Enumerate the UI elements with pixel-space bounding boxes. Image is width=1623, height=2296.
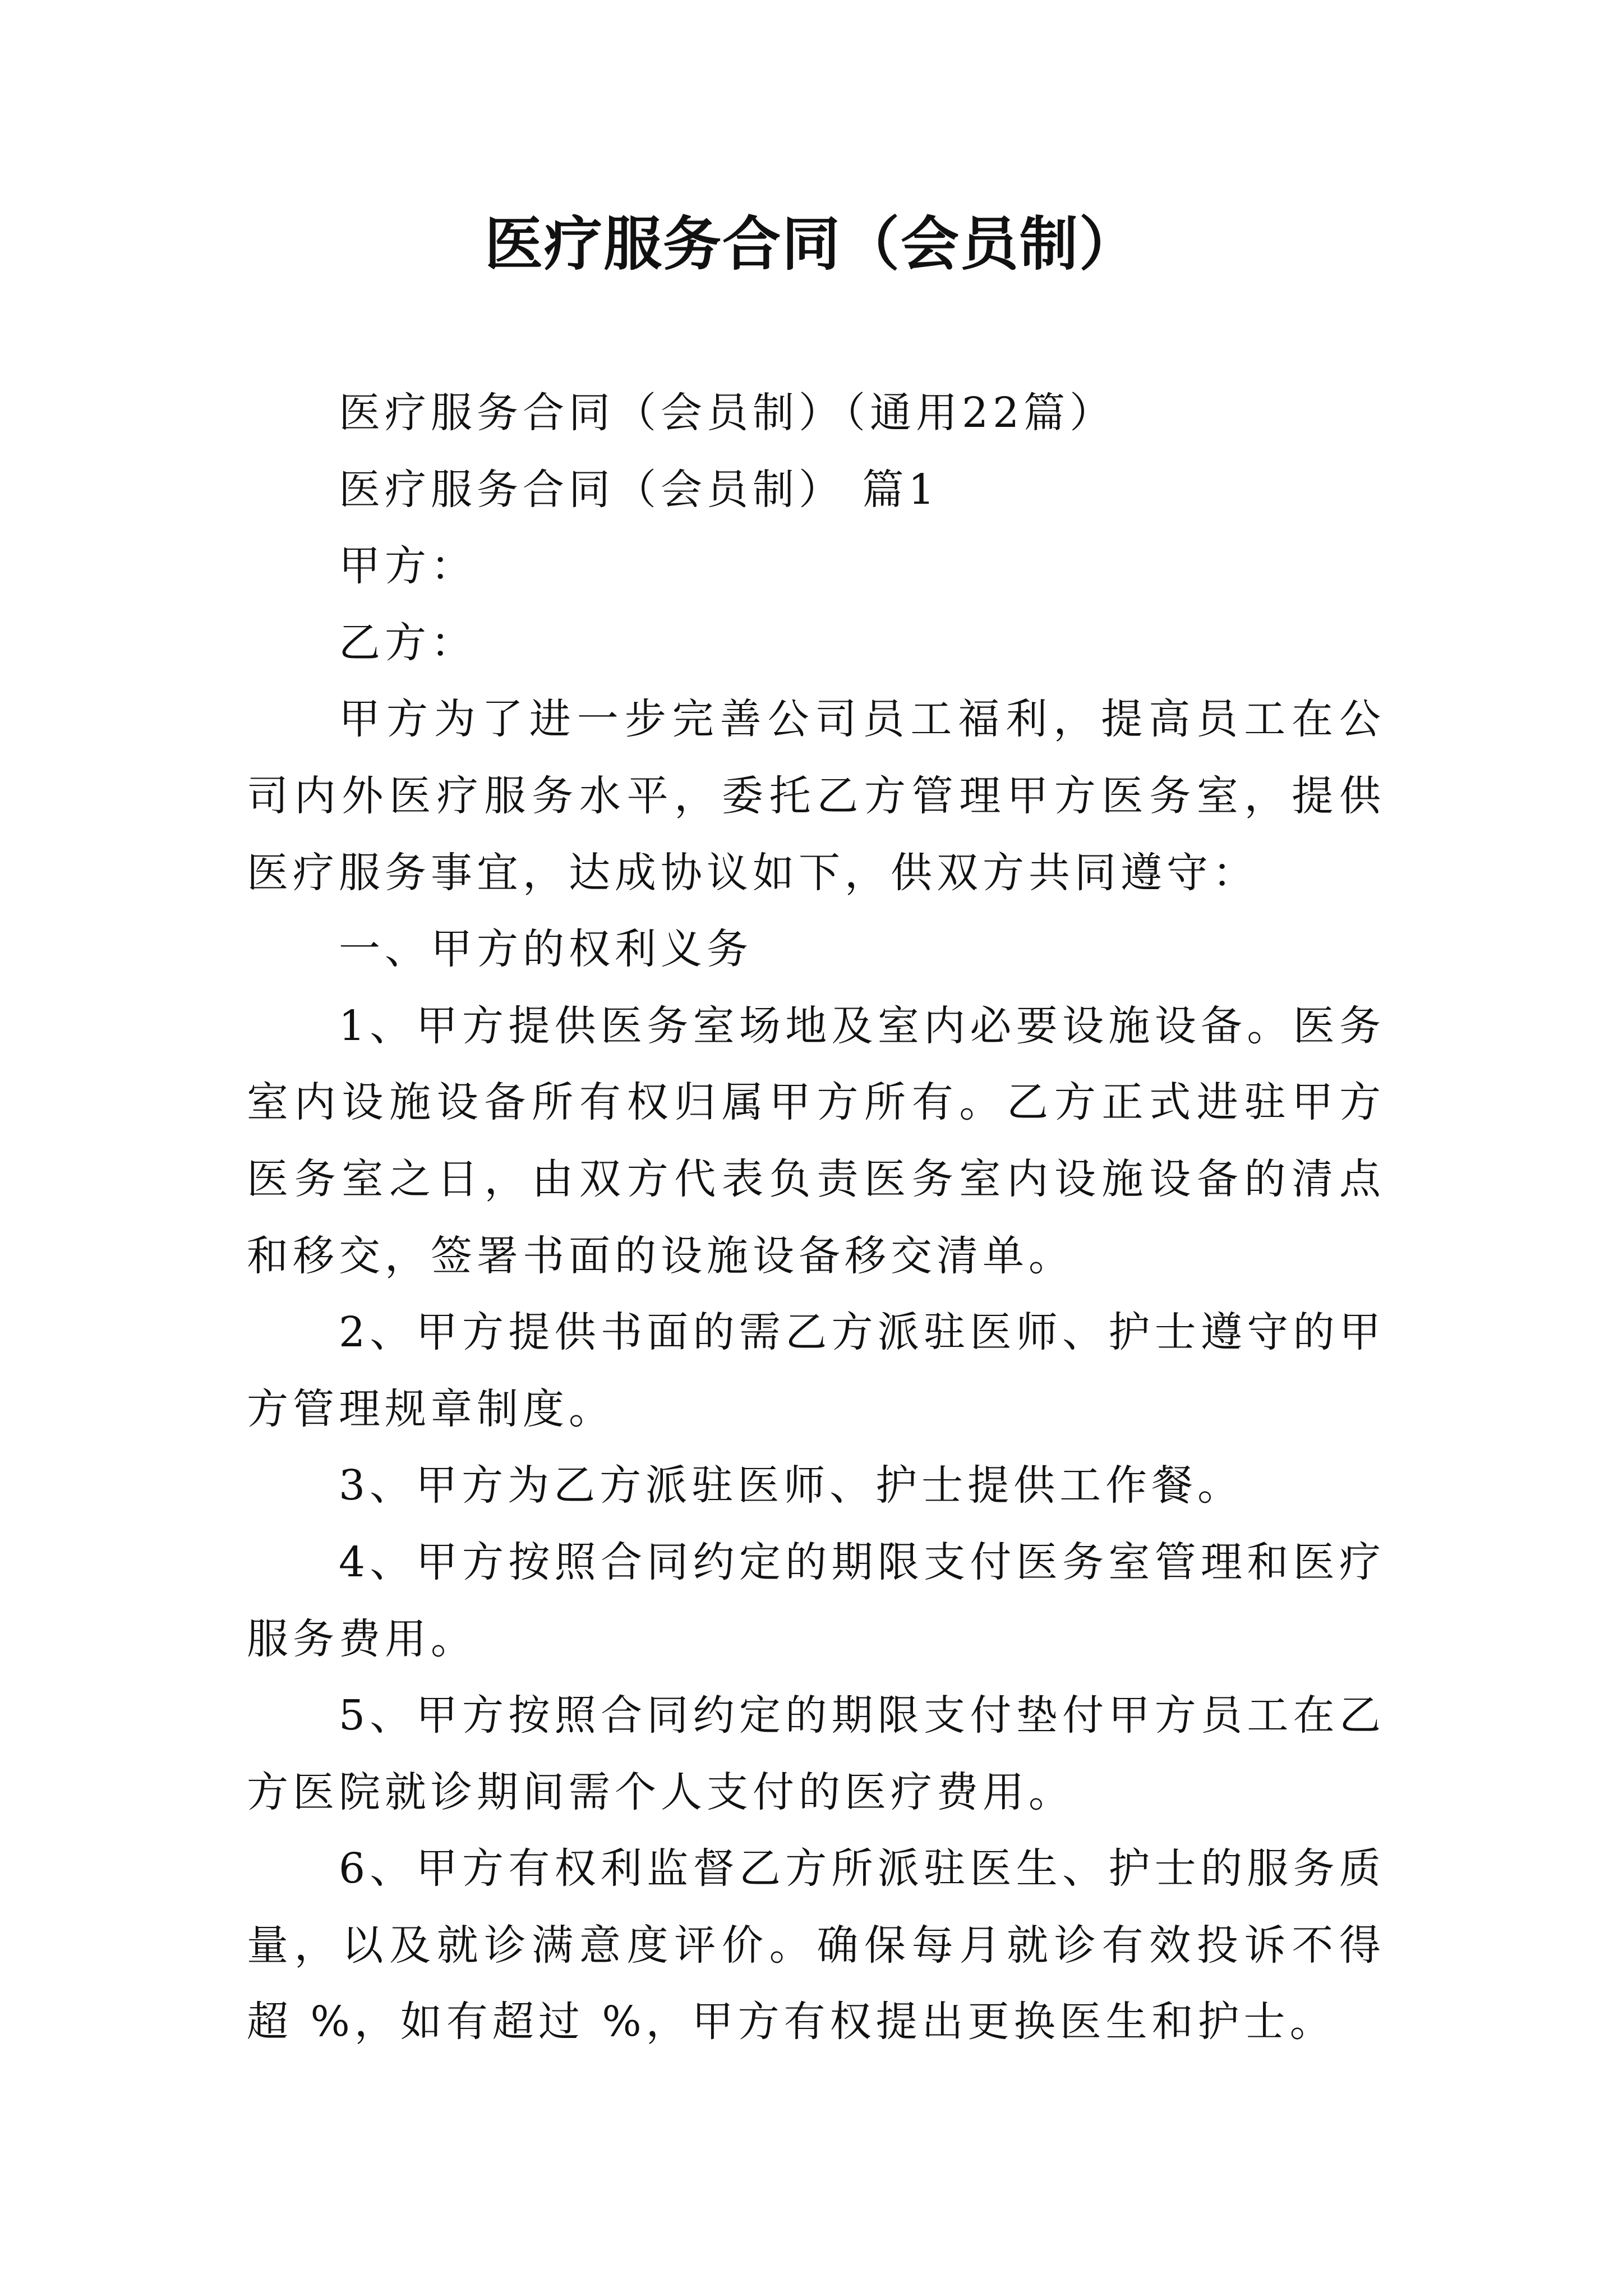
document-body bbox=[247, 375, 1385, 2060]
clause-item: 3、甲方为乙方派驻医师、护士提供工作餐。 bbox=[339, 1461, 1244, 1510]
party-a-line: 甲方： bbox=[339, 542, 477, 591]
section-heading: 医疗服务合同（会员制） 篇1 bbox=[339, 465, 939, 514]
clause-item: 4、甲方按照合同约定的期限支付医务室管理和医疗服务费用。 bbox=[247, 1538, 1385, 1663]
subtitle-line: 医疗服务合同（会员制）（通用22篇） bbox=[339, 389, 1116, 437]
clause-heading: 一、甲方的权利义务 bbox=[339, 925, 753, 974]
clause-item: 6、甲方有权利监督乙方所派驻医生、护士的服务质量，以及就诊满意度评价。确保每月就诊有效投诉不得超 %，如有超过 %，甲方有权提出更换医生和护士。 bbox=[247, 1844, 1385, 2046]
party-b-line: 乙方： bbox=[339, 618, 477, 667]
intro-paragraph: 甲方为了进一步完善公司员工福利，提高员工在公司内外医疗服务水平，委托乙方管理甲方医务室，提供医疗服务事宜，达成协议如下，供双方共同遵守： bbox=[247, 695, 1385, 897]
document-title: 医疗服务合同（会员制） bbox=[484, 209, 1138, 278]
clause-item: 5、甲方按照合同约定的期限支付垫付甲方员工在乙方医院就诊期间需个人支付的医疗费用。 bbox=[247, 1691, 1385, 1816]
clause-item: 2、甲方提供书面的需乙方派驻医师、护士遵守的甲方管理规章制度。 bbox=[247, 1308, 1385, 1433]
clause-item: 1、甲方提供医务室场地及室内必要设施设备。医务室内设施设备所有权归属甲方所有。乙方正式进驻甲方医务室之日，由双方代表负责医务室内设施设备的清点和移交，签署书面的设施设备移交清单。 bbox=[247, 1001, 1385, 1280]
